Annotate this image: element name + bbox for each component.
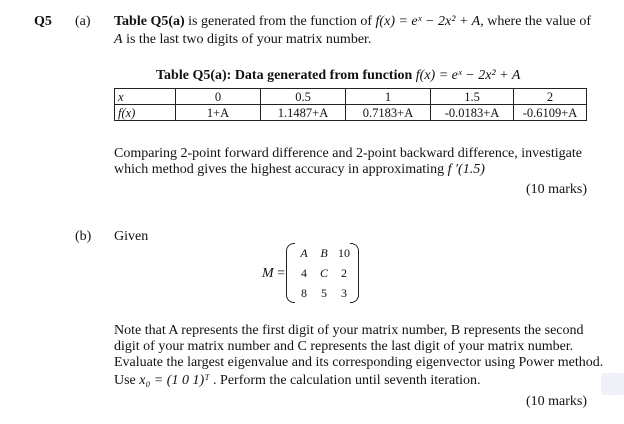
- note-line-2: digit of your matrix number and C represents the last digit of your matrix number.: [114, 339, 574, 354]
- matrix-cell: C: [319, 266, 328, 280]
- matrix-cell: A: [300, 246, 308, 260]
- use-line: [114, 372, 481, 389]
- matrix-m: [262, 243, 370, 305]
- part-b-label: (b): [75, 229, 92, 244]
- matrix-cell: 5: [321, 286, 327, 300]
- data-table: [114, 88, 587, 121]
- matrix-cell: 2: [341, 266, 347, 280]
- question-a-line1: Comparing 2-point forward difference and 2-point backward difference, investigate: [114, 146, 582, 161]
- intro-text: is generated from the function of: [184, 14, 376, 29]
- part-a-label: (a): [75, 14, 91, 29]
- intro-text-2: , where the value of: [480, 14, 591, 29]
- fx-cell: 0.7183+A: [346, 105, 431, 121]
- table-caption: [156, 67, 520, 84]
- variable-a: A: [114, 32, 123, 47]
- marks-a: (10 marks): [526, 182, 588, 197]
- x-cell: 1: [346, 89, 431, 105]
- intro-line2-text: is the last two digits of your matrix number.: [122, 32, 372, 47]
- fx-cell: -0.6109+A: [514, 105, 587, 121]
- fx-label-cell: f(x): [115, 105, 176, 121]
- note-line-3: Evaluate the largest eigenvalue and its corresponding eigenvector using Power method.: [114, 355, 604, 370]
- matrix-cell: 10: [338, 246, 350, 260]
- function-expression: f(x) = eˣ − 2x² + A: [375, 14, 481, 29]
- matrix-cell: B: [320, 246, 328, 260]
- matrix-cell: 8: [301, 286, 307, 300]
- question-a-line2: [114, 161, 485, 178]
- part-a-intro-line1: [114, 13, 591, 30]
- corner-widget[interactable]: [601, 373, 624, 395]
- fx-cell: 1.1487+A: [261, 105, 346, 121]
- fx-cell: 1+A: [176, 105, 261, 121]
- table-reference: Table Q5(a): [114, 14, 185, 29]
- use-text: Use: [114, 373, 140, 388]
- marks-b: (10 marks): [526, 394, 588, 409]
- x-cell: 0.5: [261, 89, 346, 105]
- question-a-text: which method gives the highest accuracy in approximating: [114, 162, 448, 177]
- table-row-fx: [115, 105, 587, 121]
- x-cell: 1.5: [431, 89, 514, 105]
- matrix-name: M =: [262, 266, 286, 281]
- fx-cell: -0.0183+A: [431, 105, 514, 121]
- caption-function: f(x) = eˣ − 2x² + A: [415, 68, 521, 83]
- derivative-target: f ′(1.5): [447, 162, 485, 177]
- use-tail: . Perform the calculation until seventh iteration.: [209, 373, 481, 388]
- matrix-cell: 3: [341, 286, 347, 300]
- x-cell: 0: [176, 89, 261, 105]
- initial-vector: x₀ = (1 0 1)ᵀ: [139, 373, 210, 388]
- question-number: Q5: [34, 14, 52, 29]
- x-label-cell: x: [115, 89, 176, 105]
- caption-text: Table Q5(a): Data generated from function: [156, 68, 416, 83]
- table-row-x: [115, 89, 587, 105]
- given-text: Given: [114, 229, 149, 244]
- x-cell: 2: [514, 89, 587, 105]
- part-a-intro-line2: [114, 31, 371, 48]
- left-paren: [286, 243, 295, 303]
- note-line-1: Note that A represents the first digit of your matrix number, B represents the second: [114, 323, 584, 338]
- matrix-cell: 4: [301, 266, 307, 280]
